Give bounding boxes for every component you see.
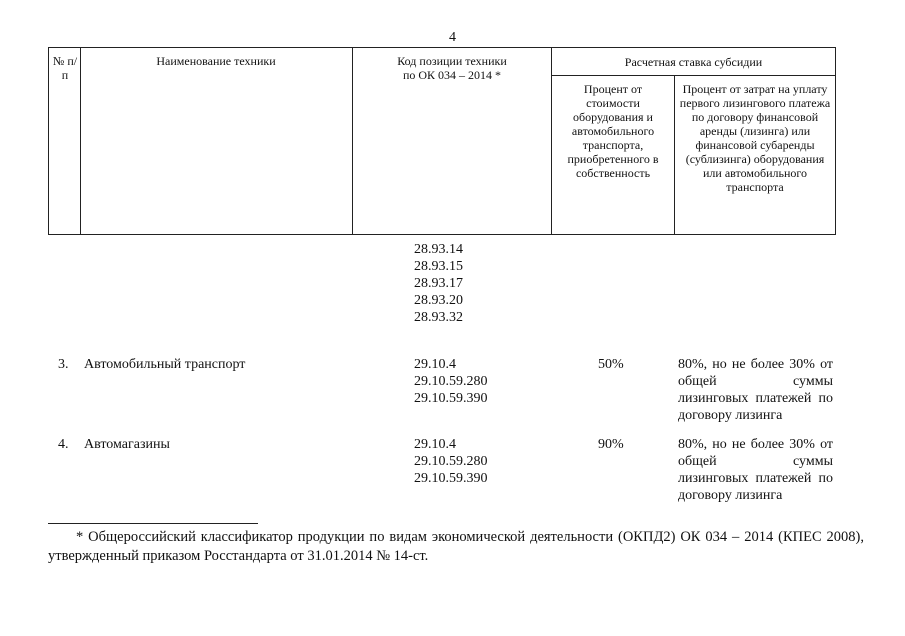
footnote: * Общероссийский классификатор продукции по видам экономической деятельности (ОКПД2) ОК 034 – 2014 (КПЕС 2008), утвержденный приказом Росстандарта от 31.01.2014 № 14-ст.	[48, 529, 864, 564]
footnote-rule	[48, 523, 258, 524]
page-number: 4	[449, 30, 456, 45]
row-rate-own: 50%	[598, 357, 624, 372]
header-rate-own: Процент от стоимости оборудования и автомобильного транспорта, приобретенного в собственность	[567, 82, 659, 180]
code-item: 29.10.59.390	[414, 391, 488, 406]
code-item: 28.93.32	[414, 310, 463, 325]
code-item: 28.93.15	[414, 259, 463, 274]
header-rate-lease: Процент от затрат на уплату первого лизингового платежа по договору финансовой аренды (лизинга) или финансовой субаренды (сублизинга) оборудования или автомобильного транспорта	[679, 82, 831, 194]
row-rate-lease: 80%, но не более 30% от общей суммы лизинговых платежей по договору лизинга	[678, 437, 833, 503]
row-rate-lease: 80%, но не более 30% от общей суммы лизинговых платежей по договору лизинга	[678, 357, 833, 423]
continued-codes	[414, 241, 463, 326]
row-num: 4.	[58, 437, 69, 452]
code-item: 28.93.17	[414, 276, 463, 291]
row-rate-own: 90%	[598, 437, 624, 452]
row-divider	[551, 75, 835, 76]
code-item: 28.93.20	[414, 293, 463, 308]
code-item: 29.10.59.280	[414, 454, 488, 469]
row-num: 3.	[58, 357, 69, 372]
col-divider	[80, 48, 81, 234]
row-name: Автомагазины	[84, 437, 170, 452]
code-item: 28.93.14	[414, 242, 463, 257]
table-header	[48, 47, 836, 235]
col-divider	[674, 76, 675, 234]
code-item: 29.10.59.280	[414, 374, 488, 389]
header-num: № п/п	[52, 54, 78, 82]
row-name: Автомобильный транспорт	[84, 357, 246, 372]
col-divider	[352, 48, 353, 234]
code-item: 29.10.4	[414, 437, 456, 452]
header-name: Наименование техники	[156, 54, 276, 68]
code-item: 29.10.4	[414, 357, 456, 372]
header-code: Код позиции техники по ОК 034 – 2014 *	[397, 54, 507, 82]
header-rate: Расчетная ставка субсидии	[624, 55, 763, 69]
row-codes	[414, 436, 488, 487]
row-codes	[414, 356, 488, 407]
code-item: 29.10.59.390	[414, 471, 488, 486]
